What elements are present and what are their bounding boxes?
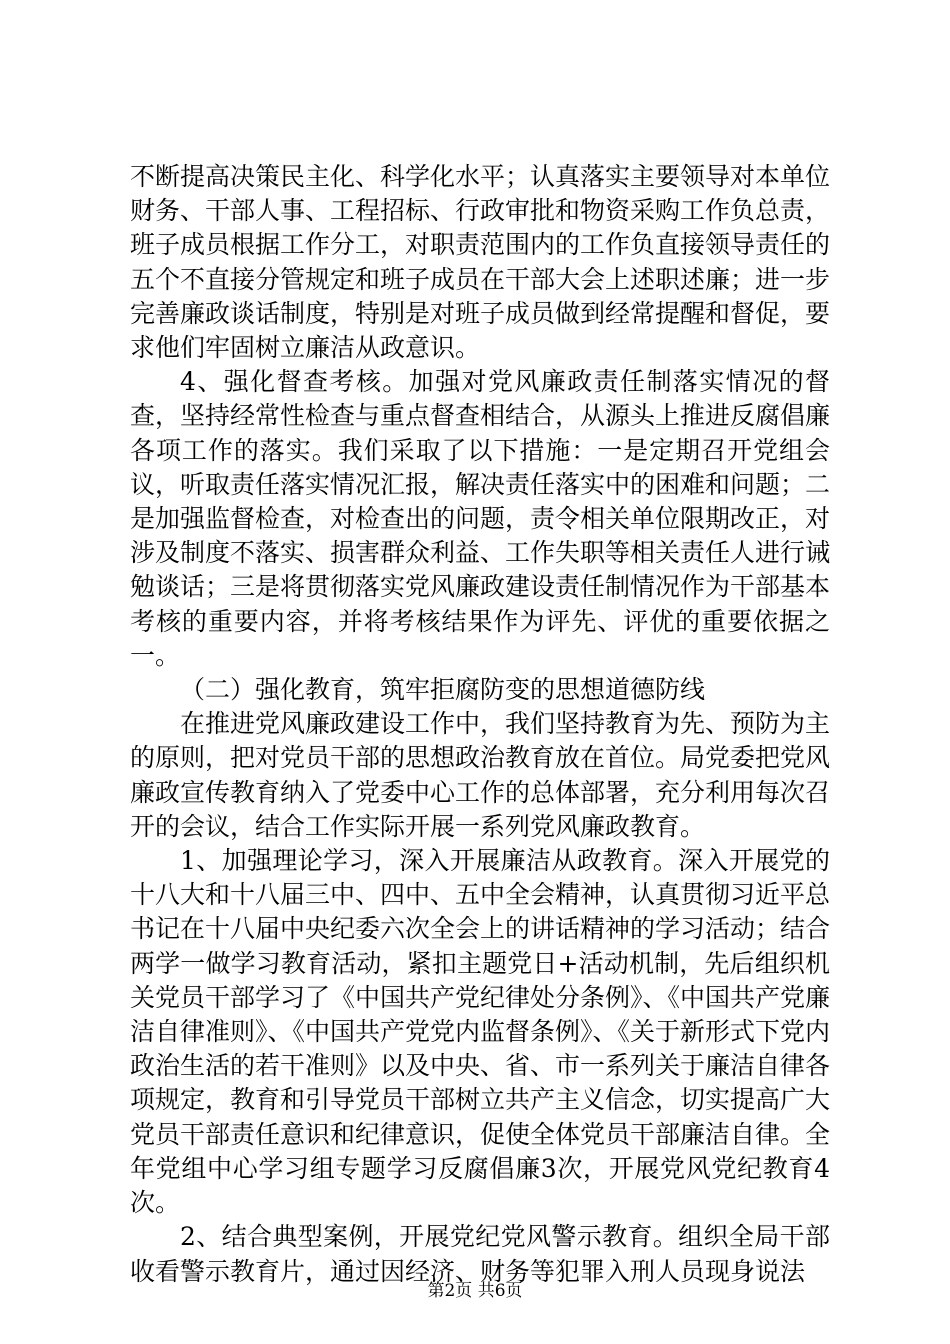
section-heading-education: （二）强化教育，筑牢拒腐防变的思想道德防线 (180, 675, 706, 705)
paragraph-education-intro: 在推进党风廉政建设工作中，我们坚持教育为先、预防为主的原则，把对党员干部的思想政治教育放在首位。局党委把党风廉政宣传教育纳入了党委中心工作的总体部署，充分利用每次召开的会议，结合工作实际开展一系列党风廉政教育。 (130, 709, 831, 841)
paragraph-item-4-supervision: 4、强化督查考核。加强对党风廉政责任制落实情况的督查，坚持经常性检查与重点督查相结合，从源头上推进反腐倡廉各项工作的落实。我们采取了以下措施：一是定期召开党组会议，听取责任落实情况汇报，解决责任落实中的困难和问题；二是加强监督检查，对检查出的问题，责令相关单位限期改正，对涉及制度不落实、损害群众利益、工作失职等相关责任人进行诫勉谈话；三是将贯彻落实党风廉政建设责任制情况作为干部基本考核的重要内容，并将考核结果作为评先、评优的重要依据之一。 (130, 367, 831, 670)
paragraph-item-2-warning-education: 2、结合典型案例，开展党纪党风警示教育。组织全局干部收看警示教育片，通过因经济、财务等犯罪入刑人员现身说法 (130, 1222, 830, 1286)
paragraph-item-1-theory-study: 1、加强理论学习，深入开展廉洁从政教育。深入开展党的十八大和十八届三中、四中、五中全会精神，认真贯彻习近平总书记在十八届中央纪委六次全会上的讲话精神的学习活动；结合两学一做学习教育活动，紧扣主题党日+活动机制，先后组织机关党员干部学习了《中国共产党纪律处分条例》、《中国共产党廉洁自律准则》、《中国共产党党内监督条例》、《关于新形式下党内政治生活的若干准则》以及中央、省、市一系列关于廉洁自律各项规定，教育和引导党员干部树立共产主义信念，切实提高广大党员干部责任意识和纪律意识，促使全体党员干部廉洁自律。全年党组中心学习组专题学习反腐倡廉3次，开展党风党纪教育4次。 (130, 846, 831, 1218)
page-footer (0, 1276, 950, 1301)
document-body (130, 160, 830, 1289)
page-number-label: 第2页 共6页 (427, 1281, 523, 1301)
paragraph-continuation: 不断提高决策民主化、科学化水平；认真落实主要领导对本单位财务、干部人事、工程招标、行政审批和物资采购工作负总责，班子成员根据工作分工，对职责范围内的工作负直接领导责任的五个不直接分管规定和班子成员在干部大会上述职述廉；进一步完善廉政谈话制度，特别是对班子成员做到经常提醒和督促，要求他们牢固树立廉洁从政意识。 (130, 162, 831, 363)
